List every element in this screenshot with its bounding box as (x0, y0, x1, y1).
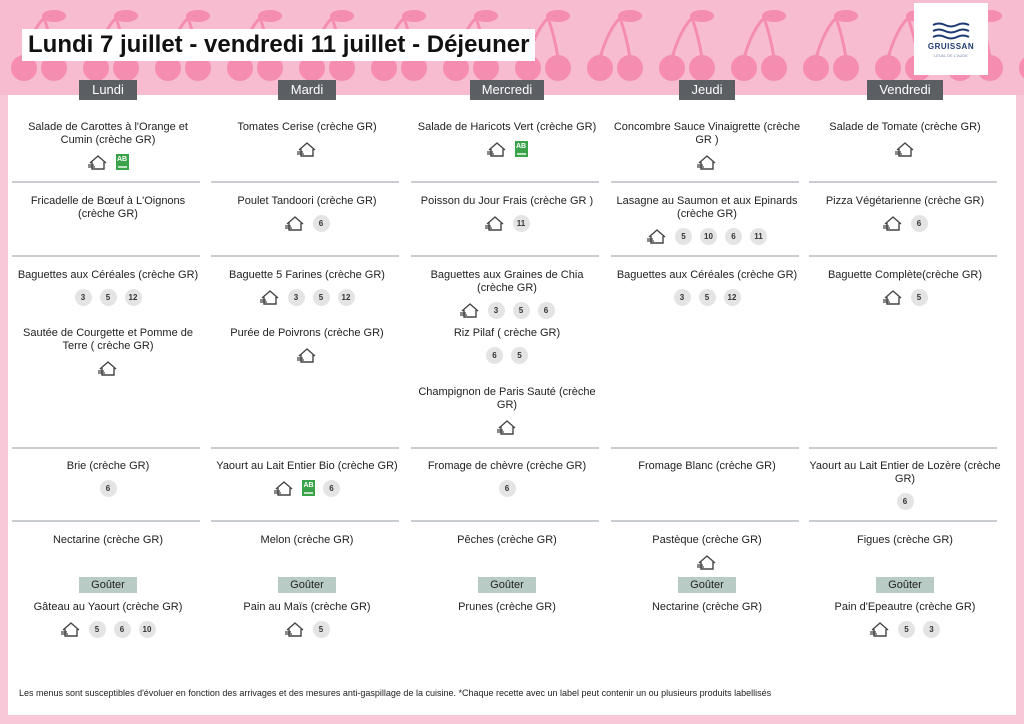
dish-item (211, 269, 403, 306)
allergen-badge: 3 (674, 289, 691, 306)
dish-name: Salade de Carottes à l'Orange et Cumin (crèche GR) (28, 121, 188, 146)
house-icon (697, 154, 717, 170)
house-icon (285, 621, 305, 637)
organic-ab-icon: AB (302, 480, 315, 496)
house-icon (98, 360, 118, 376)
row-separator (809, 181, 997, 183)
dish-item (211, 460, 403, 497)
dish-item (809, 121, 1001, 158)
allergen-badge: 3 (75, 289, 92, 306)
dish-name: Pêches (crèche GR) (457, 534, 557, 546)
house-icon (487, 141, 507, 157)
dish-item (611, 121, 803, 171)
dish-badges (411, 479, 603, 497)
dish-item (211, 534, 403, 547)
dish-name: Baguette Complète(crèche GR) (827, 269, 983, 281)
cherry-motif (803, 10, 859, 81)
house-icon (285, 215, 305, 231)
house-icon (883, 215, 903, 231)
dish-name: Brie (crèche GR) (66, 460, 150, 472)
dish-badges (12, 620, 204, 638)
dish-item (411, 601, 603, 614)
dish-badges (211, 346, 403, 364)
footer-note: Les menus sont susceptibles d'évoluer en fonction des arrivages et des mesures anti-gaspillage de la cuisine. *Chaque recette avec un label peut contenir un ou plusieurs produits labellisés (19, 688, 772, 698)
dish-name: Champignon de Paris Sauté (crèche GR) (418, 386, 596, 411)
house-icon (870, 621, 890, 637)
dish-name: Baguettes aux Graines de Chia (crèche GR) (430, 269, 584, 294)
row-separator (611, 520, 799, 522)
allergen-badge: 12 (724, 289, 741, 306)
allergen-badge: 12 (338, 289, 355, 306)
house-icon (460, 302, 480, 318)
dish-name: Lasagne au Saumon et aux Epinards (crèche GR) (616, 195, 798, 220)
house-icon (497, 419, 517, 435)
dish-item (611, 460, 803, 473)
dish-name: Salade de Tomate (crèche GR) (829, 121, 981, 133)
day-header-mardi: Mardi (278, 80, 336, 100)
row-separator (411, 520, 599, 522)
dish-item (211, 601, 403, 638)
dish-badges (12, 153, 204, 171)
house-icon (274, 480, 294, 496)
dish-name: Salade de Haricots Vert (crèche GR) (417, 121, 597, 133)
gruissan-logo (914, 3, 988, 75)
house-icon (485, 215, 505, 231)
allergen-badge: 12 (125, 289, 142, 306)
allergen-badge: 6 (100, 480, 117, 497)
allergen-badge: 6 (499, 480, 516, 497)
dish-name: Fromage de chèvre (crèche GR) (427, 460, 587, 472)
house-icon (697, 554, 717, 570)
allergen-badge: 6 (323, 480, 340, 497)
dish-item (611, 269, 803, 306)
allergen-badge: 3 (923, 621, 940, 638)
dish-name: Purée de Poivrons (crèche GR) (230, 327, 384, 339)
dish-badges (809, 620, 1001, 638)
dish-item (12, 601, 204, 638)
dish-name: Fromage Blanc (crèche GR) (638, 460, 776, 472)
dish-item (411, 386, 603, 436)
row-separator (12, 181, 200, 183)
allergen-badge: 5 (89, 621, 106, 638)
cherry-motif (1019, 10, 1024, 81)
organic-ab-icon: AB (515, 141, 528, 157)
row-separator (211, 447, 399, 449)
dish-badges (12, 479, 204, 497)
day-header-vendredi: Vendredi (867, 80, 943, 100)
dish-name: Prunes (crèche GR) (458, 601, 556, 613)
dish-item (809, 534, 1001, 547)
dish-badges (809, 492, 1001, 510)
organic-ab-icon: AB (116, 154, 129, 170)
dish-item (12, 534, 204, 547)
row-separator (12, 447, 200, 449)
house-icon (297, 347, 317, 363)
dish-item (809, 195, 1001, 232)
allergen-badge: 5 (313, 289, 330, 306)
dish-name: Melon (crèche GR) (260, 534, 354, 546)
dish-badges (611, 153, 803, 171)
dish-item (12, 195, 204, 221)
dish-item (12, 269, 204, 306)
row-separator (611, 181, 799, 183)
dish-name: Yaourt au Lait Entier Bio (crèche GR) (216, 460, 398, 472)
page-title: Lundi 7 juillet - vendredi 11 juillet - Déjeuner (22, 29, 535, 61)
allergen-badge: 11 (513, 215, 530, 232)
allergen-badge: 5 (313, 621, 330, 638)
dish-name: Pain au Maïs (crèche GR) (243, 601, 371, 613)
allergen-badge: 5 (675, 228, 692, 245)
dish-badges (809, 140, 1001, 158)
dish-name: Figues (crèche GR) (857, 534, 953, 546)
house-icon (647, 228, 667, 244)
logo-subtitle: LEVAL DE L'AUDE (934, 52, 968, 58)
allergen-badge: 5 (699, 289, 716, 306)
dish-name: Pizza Végétarienne (crèche GR) (825, 195, 985, 207)
dish-name: Tomates Cerise (crèche GR) (237, 121, 377, 133)
dish-name: Baguettes aux Céréales (crèche GR) (17, 269, 199, 281)
dish-item (411, 195, 603, 232)
allergen-badge: 11 (750, 228, 767, 245)
cherry-motif (731, 10, 787, 81)
allergen-badge: 5 (911, 289, 928, 306)
house-icon (895, 141, 915, 157)
dish-name: Baguette 5 Farines (crèche GR) (229, 269, 385, 281)
dish-item (411, 269, 603, 319)
allergen-badge: 6 (538, 302, 555, 319)
house-icon (260, 289, 280, 305)
dish-item (611, 534, 803, 571)
dish-name: Yaourt au Lait Entier de Lozère (crèche GR) (809, 460, 1001, 485)
dish-badges (411, 346, 603, 364)
dish-name: Baguettes aux Céréales (crèche GR) (616, 269, 798, 281)
row-separator (809, 447, 997, 449)
house-icon (61, 621, 81, 637)
dish-badges (611, 227, 803, 245)
allergen-badge: 10 (700, 228, 717, 245)
dish-name: Pastèque (crèche GR) (652, 534, 762, 546)
dish-name: Sautée de Courgette et Pomme de Terre ( crèche GR) (23, 327, 193, 352)
allergen-badge: 6 (114, 621, 131, 638)
dish-badges (611, 288, 803, 306)
dish-badges (211, 140, 403, 158)
allergen-badge: 6 (313, 215, 330, 232)
dish-item (809, 269, 1001, 306)
dish-badges (211, 214, 403, 232)
dish-item (411, 460, 603, 497)
dish-badges (211, 620, 403, 638)
allergen-badge: 5 (100, 289, 117, 306)
dish-badges (809, 214, 1001, 232)
dish-name: Concombre Sauce Vinaigrette (crèche GR ) (613, 121, 801, 146)
dish-item (211, 121, 403, 158)
allergen-badge: 3 (288, 289, 305, 306)
dish-name: Riz Pilaf ( crèche GR) (453, 327, 561, 339)
dish-name: Nectarine (crèche GR) (52, 534, 164, 546)
dish-item (211, 327, 403, 364)
gouter-label: Goûter (278, 577, 336, 593)
row-separator (809, 255, 997, 257)
day-header-jeudi: Jeudi (679, 80, 735, 100)
allergen-badge: 6 (911, 215, 928, 232)
dish-name: Nectarine (crèche GR) (651, 601, 763, 613)
house-icon (297, 141, 317, 157)
day-header-lundi: Lundi (79, 80, 137, 100)
dish-item (611, 195, 803, 245)
row-separator (611, 447, 799, 449)
dish-badges (611, 553, 803, 571)
dish-badges (411, 418, 603, 436)
cherry-motif (587, 10, 643, 81)
dish-item (211, 195, 403, 232)
menu-panel (8, 82, 1016, 715)
dish-name: Fricadelle de Bœuf à L'Oignons (crèche GR) (30, 195, 186, 220)
house-icon (883, 289, 903, 305)
dish-item (411, 121, 603, 158)
allergen-badge: 3 (488, 302, 505, 319)
dish-name: Poulet Tandoori (crèche GR) (237, 195, 377, 207)
dish-badges (12, 288, 204, 306)
gouter-label: Goûter (79, 577, 137, 593)
allergen-badge: 5 (513, 302, 530, 319)
row-separator (211, 520, 399, 522)
dish-item (12, 327, 204, 377)
dish-name: Poisson du Jour Frais (crèche GR ) (420, 195, 594, 207)
dish-badges (211, 288, 403, 306)
row-separator (411, 447, 599, 449)
dish-name: Gâteau au Yaourt (crèche GR) (33, 601, 183, 613)
allergen-badge: 6 (897, 493, 914, 510)
gouter-label: Goûter (478, 577, 536, 593)
dish-badges (411, 140, 603, 158)
dish-item (809, 460, 1001, 510)
house-icon (88, 154, 108, 170)
dish-badges (211, 479, 403, 497)
row-separator (211, 255, 399, 257)
dish-item (809, 601, 1001, 638)
dish-item (611, 601, 803, 614)
row-separator (809, 520, 997, 522)
day-header-mercredi: Mercredi (470, 80, 544, 100)
dish-badges (411, 214, 603, 232)
dish-item (12, 460, 204, 497)
allergen-badge: 6 (725, 228, 742, 245)
dish-item (12, 121, 204, 171)
allergen-badge: 5 (898, 621, 915, 638)
dish-badges (809, 288, 1001, 306)
row-separator (411, 181, 599, 183)
row-separator (411, 255, 599, 257)
allergen-badge: 10 (139, 621, 156, 638)
cherry-motif (659, 10, 715, 81)
allergen-badge: 5 (511, 347, 528, 364)
row-separator (611, 255, 799, 257)
row-separator (12, 255, 200, 257)
gouter-label: Goûter (876, 577, 934, 593)
dish-item (411, 534, 603, 547)
dish-item (411, 327, 603, 364)
dish-name: Pain d'Epeautre (crèche GR) (834, 601, 976, 613)
dish-badges (12, 359, 204, 377)
waves-icon (931, 21, 971, 41)
row-separator (12, 520, 200, 522)
allergen-badge: 6 (486, 347, 503, 364)
logo-brand: GRUISSAN (927, 41, 975, 51)
gouter-label: Goûter (678, 577, 736, 593)
dish-badges (411, 301, 603, 319)
row-separator (211, 181, 399, 183)
